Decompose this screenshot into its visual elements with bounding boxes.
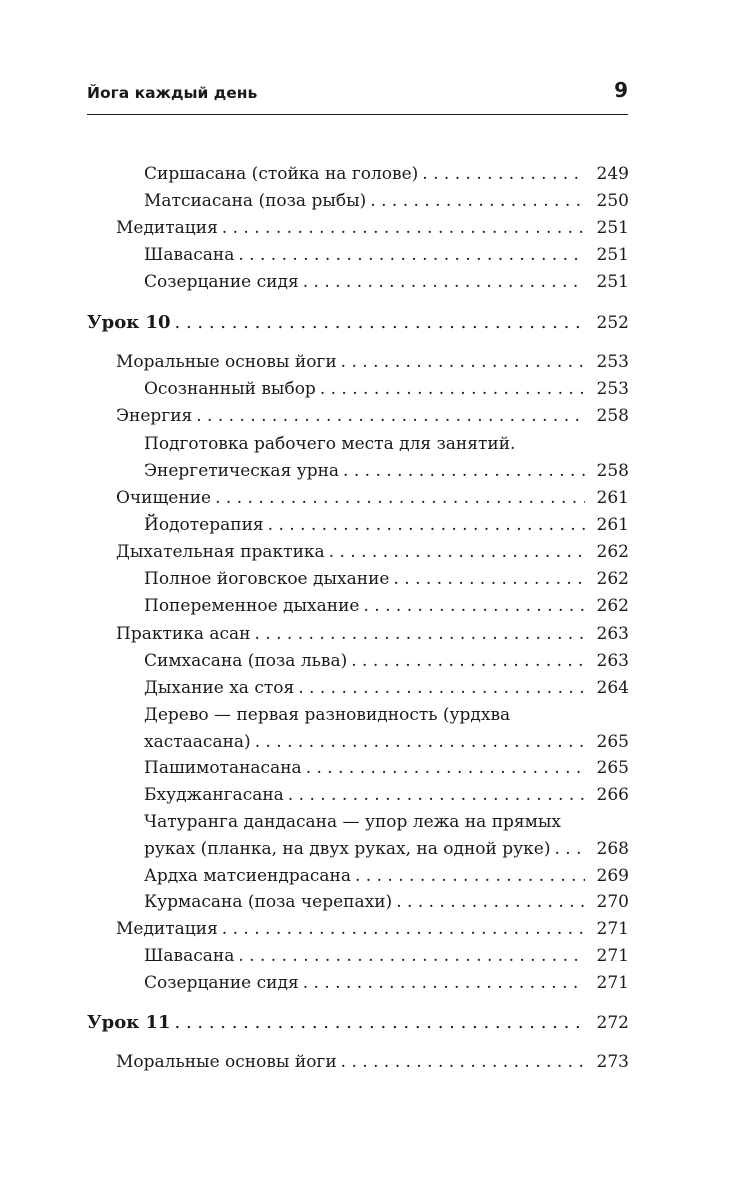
- toc-entry[interactable]: [116, 215, 629, 241]
- toc-entry-title: Медитация: [116, 218, 218, 238]
- toc-entry-page: 273: [596, 1052, 629, 1072]
- toc-entry-title: Ардха матсиендрасана: [144, 866, 351, 886]
- toc-entry[interactable]: [144, 836, 629, 862]
- toc-entry-page: 269: [596, 866, 629, 886]
- toc-entry-page: 251: [596, 272, 629, 292]
- toc-entry[interactable]: [144, 566, 629, 592]
- toc-entry-title: Созерцание сидя: [144, 973, 299, 993]
- toc-entry-page: 266: [596, 785, 629, 805]
- book-title: Йога каждый день: [87, 84, 258, 102]
- toc-entry-title: Попеременное дыхание: [144, 596, 360, 616]
- toc-entry-title: руках (планка, на двух руках, на одной руке): [144, 839, 551, 859]
- toc-entry-title: Бхуджангасана: [144, 785, 284, 805]
- toc-entry[interactable]: [144, 242, 629, 268]
- leader-dots: [175, 1010, 585, 1036]
- toc-entry-title: Урок 11: [87, 1012, 171, 1033]
- leader-dots: [268, 512, 585, 538]
- toc-entry[interactable]: [144, 863, 629, 889]
- toc-entry-title: Энергетическая урна: [144, 461, 340, 481]
- toc-entry[interactable]: [116, 916, 629, 942]
- toc-entry[interactable]: [144, 512, 629, 538]
- toc-entry-title: Очищение: [116, 488, 212, 508]
- toc-entry-page: 271: [596, 973, 629, 993]
- toc-entry-page: 251: [596, 218, 629, 238]
- toc-entry[interactable]: [144, 755, 629, 781]
- toc-entry-title: Йодотерапия: [144, 515, 264, 535]
- toc-entry[interactable]: [144, 188, 629, 214]
- toc-entry[interactable]: [144, 729, 629, 755]
- toc-entry-page: 265: [596, 758, 629, 778]
- toc-entry-title: Моральные основы йоги: [116, 352, 337, 372]
- leader-dots: [396, 889, 585, 915]
- leader-dots: [255, 729, 585, 755]
- toc-entry[interactable]: [116, 1049, 629, 1075]
- leader-dots: [306, 755, 585, 781]
- toc-entry[interactable]: [144, 782, 629, 808]
- toc-entry-page: 253: [596, 352, 629, 372]
- leader-dots: [343, 458, 585, 484]
- toc-entry-title: Урок 10: [87, 312, 171, 333]
- toc-entry-page: 262: [596, 542, 629, 562]
- toc-entry-title: Дыхание ха стоя: [144, 678, 295, 698]
- toc-entry[interactable]: [144, 943, 629, 969]
- toc-entry-title: Дыхательная практика: [116, 542, 325, 562]
- toc-entry-title: Симхасана (поза льва): [144, 651, 348, 671]
- toc-entry-page: 272: [596, 1013, 629, 1033]
- toc-entry-title: Практика асан: [116, 624, 251, 644]
- toc-entry-title: Шавасана: [144, 946, 235, 966]
- toc-entry-page: 268: [596, 839, 629, 859]
- leader-dots: [320, 376, 585, 402]
- toc-lesson-10[interactable]: [87, 310, 629, 336]
- toc-entry-page: 261: [596, 488, 629, 508]
- leader-dots: [238, 242, 585, 268]
- leader-dots: [329, 539, 585, 565]
- toc-entry-page: 251: [596, 245, 629, 265]
- leader-dots: [255, 621, 586, 647]
- leader-dots: [554, 836, 585, 862]
- leader-dots: [222, 215, 585, 241]
- toc-entry-title: Осознанный выбор: [144, 379, 316, 399]
- leader-dots: [303, 970, 585, 996]
- toc-entry-title: Энергия: [116, 406, 193, 426]
- leader-dots: [288, 782, 585, 808]
- toc-entry[interactable]: [144, 675, 629, 701]
- leader-dots: [351, 648, 585, 674]
- toc-entry[interactable]: [116, 621, 629, 647]
- toc-entry[interactable]: [116, 539, 629, 565]
- leader-dots: [355, 863, 585, 889]
- leader-dots: [363, 593, 585, 619]
- toc-entry-title: Полное йоговское дыхание: [144, 569, 390, 589]
- toc-lesson-11[interactable]: [87, 1010, 629, 1036]
- leader-dots: [222, 916, 585, 942]
- toc-entry-title: Моральные основы йоги: [116, 1052, 337, 1072]
- toc-entry-title: Медитация: [116, 919, 218, 939]
- leader-dots: [298, 675, 585, 701]
- toc-entry-page: 250: [596, 191, 629, 211]
- toc-entry[interactable]: [144, 593, 629, 619]
- toc-entry[interactable]: [144, 889, 629, 915]
- toc-entry[interactable]: [116, 485, 629, 511]
- toc-entry-page: 264: [596, 678, 629, 698]
- page-number: 9: [614, 78, 628, 102]
- toc-entry[interactable]: [144, 648, 629, 674]
- toc-entry-page: 258: [596, 461, 629, 481]
- toc-entry-line1: Чатуранга дандасана — упор лежа на прямых: [144, 812, 561, 832]
- toc-entry[interactable]: [144, 269, 629, 295]
- toc-entry-title: Матсиасана (поза рыбы): [144, 191, 367, 211]
- toc-entry-line1: Подготовка рабочего места для занятий.: [144, 434, 516, 454]
- toc-entry-page: 261: [596, 515, 629, 535]
- leader-dots: [370, 188, 585, 214]
- toc-entry-page: 249: [596, 164, 629, 184]
- toc-entry-page: 271: [596, 919, 629, 939]
- toc-entry-title: Созерцание сидя: [144, 272, 299, 292]
- toc-entry-title: Пашимотанасана: [144, 758, 302, 778]
- leader-dots: [422, 161, 585, 187]
- toc-entry-line1: Дерево — первая разновидность (урдхва: [144, 705, 511, 725]
- toc-entry[interactable]: [144, 458, 629, 484]
- toc-entry-page: 263: [596, 651, 629, 671]
- leader-dots: [341, 349, 585, 375]
- toc-entry[interactable]: [116, 403, 629, 429]
- leader-dots: [238, 943, 585, 969]
- leader-dots: [215, 485, 585, 511]
- leader-dots: [303, 269, 585, 295]
- toc-entry-page: 252: [596, 313, 629, 333]
- leader-dots: [175, 310, 585, 336]
- toc-entry[interactable]: [144, 376, 629, 402]
- toc-entry[interactable]: [144, 161, 629, 187]
- leader-dots: [196, 403, 585, 429]
- toc-entry-page: 263: [596, 624, 629, 644]
- toc-entry[interactable]: [144, 970, 629, 996]
- toc-entry[interactable]: [116, 349, 629, 375]
- toc-entry-page: 271: [596, 946, 629, 966]
- toc-entry-title: Шавасана: [144, 245, 235, 265]
- toc-entry-title: хастаасана): [144, 732, 251, 752]
- leader-dots: [341, 1049, 585, 1075]
- toc-entry-title: Курмасана (поза черепахи): [144, 892, 393, 912]
- toc-entry-page: 262: [596, 596, 629, 616]
- toc-entry-page: 258: [596, 406, 629, 426]
- toc-entry-page: 253: [596, 379, 629, 399]
- toc-entry-page: 270: [596, 892, 629, 912]
- toc-entry-page: 262: [596, 569, 629, 589]
- toc-entry-page: 265: [596, 732, 629, 752]
- toc-entry-title: Сиршасана (стойка на голове): [144, 164, 419, 184]
- leader-dots: [393, 566, 585, 592]
